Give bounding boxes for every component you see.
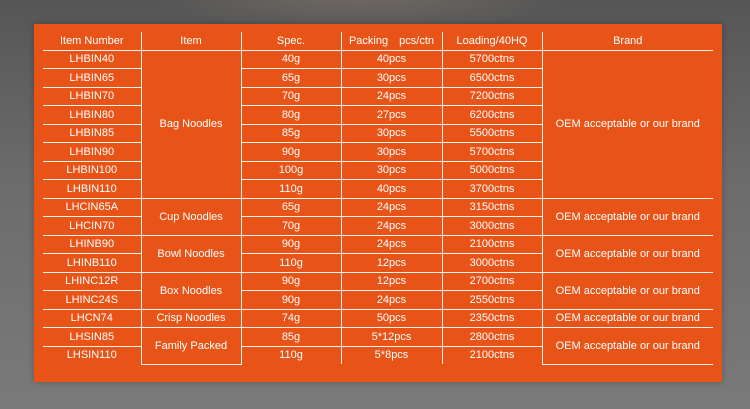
header-row	[43, 32, 713, 50]
spec-cell: 70g	[241, 217, 341, 236]
spec-cell: 90g	[241, 235, 341, 254]
item-number-cell: LHBIN65	[43, 69, 141, 88]
item-number-cell: LHCIN65A	[43, 198, 141, 217]
loading-cell: 2800ctns	[442, 328, 542, 347]
item-number-cell: LHBIN110	[43, 180, 141, 199]
item-category-cell: Box Noodles	[141, 272, 241, 309]
loading-cell: 3000ctns	[442, 217, 542, 236]
spec-cell: 110g	[241, 346, 341, 364]
brand-cell: OEM acceptable or our brand	[542, 235, 713, 272]
item-number-cell: LHBIN40	[43, 50, 141, 69]
table-row	[43, 198, 713, 217]
packing-cell: 12pcs	[341, 254, 442, 273]
item-category-cell: Family Packed	[141, 328, 241, 365]
spec-cell: 65g	[241, 69, 341, 88]
packing-cell: 5*12pcs	[341, 328, 442, 347]
product-spec-panel	[34, 24, 722, 382]
header-loading: Loading/40HQ	[442, 32, 542, 50]
spec-cell: 90g	[241, 272, 341, 291]
item-number-cell: LHINC12R	[43, 272, 141, 291]
loading-cell: 2100ctns	[442, 235, 542, 254]
table-row	[43, 272, 713, 291]
spec-cell: 74g	[241, 309, 341, 328]
loading-cell: 7200ctns	[442, 87, 542, 106]
spec-cell: 40g	[241, 50, 341, 69]
packing-cell: 30pcs	[341, 143, 442, 162]
header-spec: Spec.	[241, 32, 341, 50]
item-category-cell: Cup Noodles	[141, 198, 241, 235]
spec-cell: 80g	[241, 106, 341, 125]
loading-cell: 2550ctns	[442, 291, 542, 310]
spec-cell: 85g	[241, 124, 341, 143]
packing-cell: 50pcs	[341, 309, 442, 328]
brand-cell: OEM acceptable or our brand	[542, 50, 713, 198]
spec-cell: 110g	[241, 254, 341, 273]
product-spec-table	[43, 32, 713, 365]
loading-cell: 2100ctns	[442, 346, 542, 364]
header-brand: Brand	[542, 32, 713, 50]
packing-cell: 24pcs	[341, 217, 442, 236]
brand-cell: OEM acceptable or our brand	[542, 309, 713, 328]
item-number-cell: LHBIN80	[43, 106, 141, 125]
item-number-cell: LHSIN110	[43, 346, 141, 364]
spec-cell: 110g	[241, 180, 341, 199]
loading-cell: 5700ctns	[442, 50, 542, 69]
item-number-cell: LHCN74	[43, 309, 141, 328]
packing-cell: 27pcs	[341, 106, 442, 125]
spec-cell: 70g	[241, 87, 341, 106]
packing-cell: 12pcs	[341, 272, 442, 291]
loading-cell: 5500ctns	[442, 124, 542, 143]
loading-cell: 6200ctns	[442, 106, 542, 125]
table-row	[43, 328, 713, 347]
spec-cell: 100g	[241, 161, 341, 180]
loading-cell: 2350ctns	[442, 309, 542, 328]
brand-cell: OEM acceptable or our brand	[542, 198, 713, 235]
item-number-cell: LHINB110	[43, 254, 141, 273]
item-number-cell: LHSIN85	[43, 328, 141, 347]
table-body	[43, 50, 713, 364]
packing-cell: 24pcs	[341, 291, 442, 310]
item-category-cell: Crisp Noodles	[141, 309, 241, 328]
item-number-cell: LHINC24S	[43, 291, 141, 310]
item-number-cell: LHCIN70	[43, 217, 141, 236]
item-number-cell: LHBIN90	[43, 143, 141, 162]
packing-cell: 30pcs	[341, 69, 442, 88]
item-number-cell: LHINB90	[43, 235, 141, 254]
brand-cell: OEM acceptable or our brand	[542, 328, 713, 365]
header-item: Item	[141, 32, 241, 50]
spec-cell: 90g	[241, 143, 341, 162]
packing-cell: 5*8pcs	[341, 346, 442, 364]
item-category-cell: Bowl Noodles	[141, 235, 241, 272]
packing-cell: 40pcs	[341, 180, 442, 199]
spec-cell: 65g	[241, 198, 341, 217]
item-number-cell: LHBIN70	[43, 87, 141, 106]
loading-cell: 2700ctns	[442, 272, 542, 291]
packing-cell: 30pcs	[341, 161, 442, 180]
item-category-cell: Bag Noodles	[141, 50, 241, 198]
packing-cell: 24pcs	[341, 198, 442, 217]
packing-cell: 30pcs	[341, 124, 442, 143]
header-packing: Packing pcs/ctn	[341, 32, 442, 50]
table-row	[43, 235, 713, 254]
brand-cell: OEM acceptable or our brand	[542, 272, 713, 309]
packing-cell: 24pcs	[341, 87, 442, 106]
spec-cell: 90g	[241, 291, 341, 310]
header-item-number: Item Number	[43, 32, 141, 50]
table-row	[43, 309, 713, 328]
packing-cell: 24pcs	[341, 235, 442, 254]
loading-cell: 3000ctns	[442, 254, 542, 273]
loading-cell: 5000ctns	[442, 161, 542, 180]
loading-cell: 6500ctns	[442, 69, 542, 88]
packing-cell: 40pcs	[341, 50, 442, 69]
loading-cell: 3700ctns	[442, 180, 542, 199]
table-row	[43, 50, 713, 69]
loading-cell: 3150ctns	[442, 198, 542, 217]
loading-cell: 5700ctns	[442, 143, 542, 162]
item-number-cell: LHBIN85	[43, 124, 141, 143]
item-number-cell: LHBIN100	[43, 161, 141, 180]
spec-cell: 85g	[241, 328, 341, 347]
